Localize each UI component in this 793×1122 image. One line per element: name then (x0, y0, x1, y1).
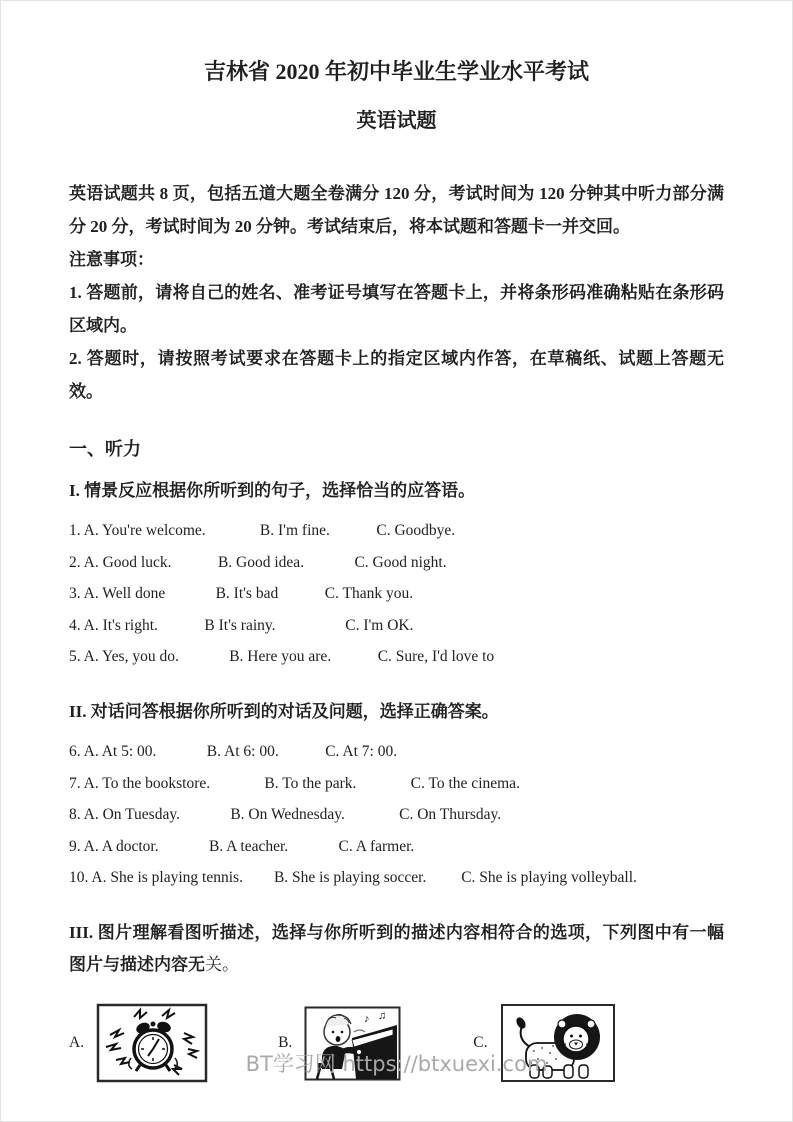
part3-heading-tail: 关。 (205, 955, 239, 974)
part2-questions (69, 744, 724, 886)
part3-heading-bold: III. 图片理解看图听描述，选择与你所听到的描述内容相符合的选项，下列图中有一幅图片与描述内容无 (69, 923, 724, 974)
option-b-label: B. (278, 1034, 293, 1051)
note-2: 2. 答题时，请按照考试要求在答题卡上的指定区域内作答，在草稿纸、试题上答题无效。 (69, 349, 724, 401)
part3-heading (69, 917, 724, 981)
option-c-label: C. (473, 1034, 488, 1051)
question-1: 1. A. You're welcome. B. I'm fine. C. Goodbye. (69, 522, 456, 539)
notes-heading: 注意事项： (69, 250, 154, 269)
music-notes-icon: ♫ (378, 1009, 387, 1022)
exam-intro-paragraph: 英语试题共 8 页，包括五道大题全卷满分 120 分，考试时间为 120 分钟其中听力部分满分 20 分，考试时间为 20 分钟。考试结束后，将本试题和答题卡一并交回。 (69, 184, 724, 236)
section-listening-heading: 一、听力 (69, 439, 141, 459)
page-subtitle: 英语试题 (356, 110, 437, 132)
question-4: 4. A. It's right. B It's rainy. C. I'm OK. (69, 616, 414, 634)
music-note-icon: ♪ (364, 1012, 370, 1025)
page-title: 吉林省 2020 年初中毕业生学业水平考试 (203, 59, 589, 84)
question-7: 7. A. To the bookstore. B. To the park. C. To the cinema. (69, 774, 520, 792)
question-9: 9. A. A doctor. B. A teacher. C. A farmer. (69, 837, 415, 855)
question-5: 5. A. Yes, you do. B. Here you are. C. Sure, I'd love to (69, 648, 495, 665)
question-10: 10. A. She is playing tennis. B. She is playing soccer. C. She is playing volleyball. (69, 869, 637, 886)
option-a-label: A. (69, 1034, 85, 1051)
part1-questions (69, 523, 724, 665)
watermark-footer: BT学习网 https://btxuexi.com (245, 1052, 548, 1076)
question-8: 8. A. On Tuesday. B. On Wednesday. C. On Thursday. (69, 806, 502, 823)
part2-heading: II. 对话问答根据你所听到的对话及问题，选择正确答案。 (69, 702, 499, 721)
question-3: 3. A. Well done B. It's bad C. Thank you. (69, 585, 414, 602)
note-1: 1. 答题前，请将自己的姓名、准考证号填写在答题卡上，并将条形码准确粘贴在条形码区域内。 (69, 283, 724, 335)
question-2: 2. A. Good luck. B. Good idea. C. Good night. (69, 553, 447, 571)
question-6: 6. A. At 5: 00. B. At 6: 00. C. At 7: 00. (69, 743, 398, 760)
part1-heading: I. 情景反应根据你所听到的句子，选择恰当的应答语。 (69, 481, 476, 500)
